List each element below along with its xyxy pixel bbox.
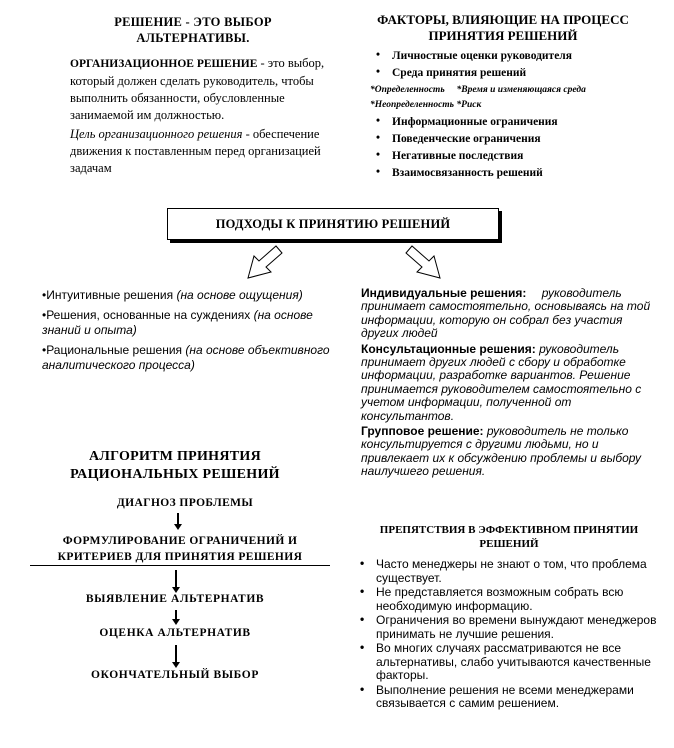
algorithm-step-diagnosis: ДИАГНОЗ ПРОБЛЕМЫ [116,497,254,509]
algorithm-step-criteria: ФОРМУЛИРОВАНИЕ ОГРАНИЧЕНИЙ И КРИТЕРИЕВ ДЛЯ ПРИНЯТИЯ РЕШЕНИЯ [30,533,330,566]
obstacle-item: • Во многих случаях рассматриваются не все альтернативы, слабо учитываются качественные факторы. [376,642,666,683]
obstacle-item: • Ограничения во времени вынуждают менеджеров принимать не лучшие решения. [376,614,666,641]
factors-list-1 [392,48,668,82]
org-decision-text: - это выбор, который должен сделать руководитель, чтобы выполнить обязанности, обусловленные занимаемой им должностью. [70,56,325,122]
decision-types-left [42,288,332,374]
decision-block [70,14,350,177]
approaches-title: ПОДХОДЫ К ПРИНЯТИЮ РЕШЕНИЙ [215,217,451,231]
decision-types-right [361,287,661,479]
decision-type-item: •Интуитивные решения (на основе ощущения) [42,288,303,302]
factors-title: ФАКТОРЫ, ВЛИЯЮЩИЕ НА ПРОЦЕСС ПРИНЯТИЯ РЕШЕНИЙ [377,12,629,43]
decision-title: РЕШЕНИЕ - ЭТО ВЫБОР АЛЬТЕРНАТИВЫ. [114,15,272,45]
factor-item: • Личностные оценки руководителя [392,48,668,65]
factor-item: • Среда принятия решений [392,65,668,82]
org-decision-term: ОРГАНИЗАЦИОННОЕ РЕШЕНИЕ [70,58,258,70]
decision-goal-text: - обеспечение движения к поставленным перед организацией задачам [70,127,321,175]
factor-item: • Поведенческие ограничения [392,131,668,148]
decision-goal [70,126,350,177]
obstacle-item: • Выполнение решения не всеми менеджерами связывается с самим решением. [376,684,666,711]
flow-arrow [177,513,179,525]
algorithm-step-evaluation: ОЦЕНКА АЛЬТЕРНАТИВ [99,627,251,639]
factors-block [368,12,668,182]
obstacles-title: ПРЕПЯТСТВИЯ В ЭФФЕКТИВНОМ ПРИНЯТИИ РЕШЕНИЙ [379,524,639,550]
flow-arrow [175,645,177,663]
decision-goal-term: Цель организационного решения [70,127,243,141]
algorithm-step-final: ОКОНЧАТЕЛЬНЫЙ ВЫБОР [91,669,259,681]
factors-notes-1: *Определенность *Время и изменяющаяся среда [370,85,586,95]
factor-item: • Информационные ограничения [392,114,668,131]
decision-type-item: •Рациональные решения (на основе объективного аналитического процесса) [42,342,330,372]
org-decision-definition [70,55,350,124]
individual-decision: Индивидуальные решения: руководитель принимает самостоятельно, основываясь на той информации, которую он собрал без участия других людей [361,286,651,341]
consultative-decision: Консультационные решения: руководитель принимает других людей с сбору и обработке информации, разработке вариантов. Решение принимается руководителем самостоятельно с учетом информации, полученной от консультантов. [361,341,642,423]
flow-arrow [175,610,177,620]
factor-item: • Негативные последствия [392,148,668,165]
approaches-box [167,208,499,240]
obstacles-list [376,558,666,711]
factors-list-2 [392,114,668,182]
obstacle-item: • Часто менеджеры не знают о том, что проблема существует. [376,558,666,585]
group-decision: Групповое решение: руководитель не только консультируется с другими людьми, но и привлекает их к обсуждению проблемы и выбору наилучшего решения. [361,424,642,479]
arrow-left-icon [244,244,284,282]
algorithm-title: АЛГОРИТМ ПРИНЯТИЯ РАЦИОНАЛЬНЫХ РЕШЕНИЙ [70,449,280,482]
flow-arrow [175,570,177,588]
decision-type-item: •Решения, основанные на суждениях (на основе знаний и опыта) [42,307,313,337]
arrow-right-icon [404,244,444,282]
factor-item: • Взаимосвязанность решений [392,165,668,182]
obstacle-item: • Не представляется возможным собрать всю необходимую информацию. [376,586,666,613]
algorithm-step-alternatives: ВЫЯВЛЕНИЕ АЛЬТЕРНАТИВ [85,593,265,605]
factors-notes-2: *Неопределенность *Риск [370,100,482,110]
